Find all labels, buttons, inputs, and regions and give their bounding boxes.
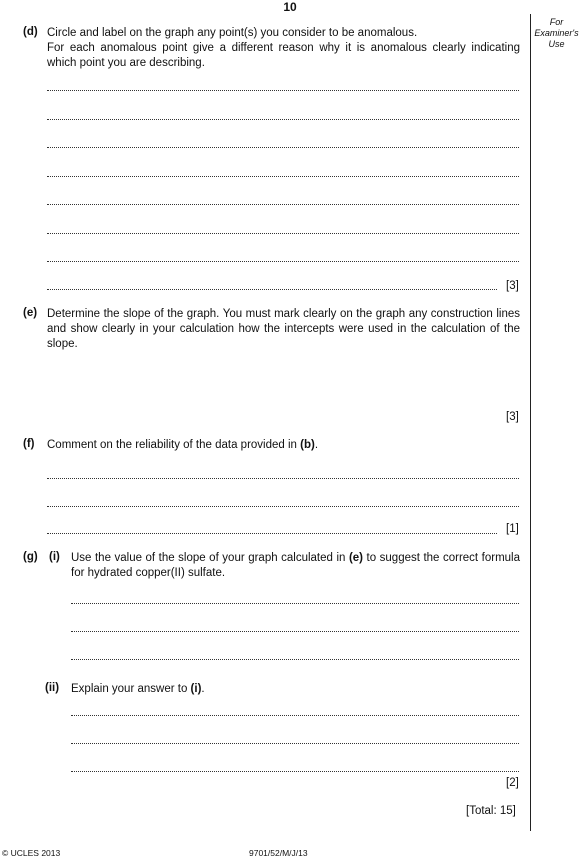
question-g-ii-ref: (i): [190, 683, 202, 695]
question-g-i-prompt: Use the value of the slope of your graph calculated in: [71, 552, 349, 564]
question-g-i-text: [71, 551, 520, 581]
question-f-prompt: Comment on the reliability of the data provided in: [47, 439, 301, 451]
examiner-note-line: Examiner's: [534, 28, 579, 38]
answer-line[interactable]: [71, 769, 519, 772]
answer-line[interactable]: [71, 741, 519, 744]
question-d-text: [47, 26, 520, 71]
answer-line[interactable]: [47, 145, 519, 148]
answer-line[interactable]: [71, 657, 519, 660]
question-g-label: (g): [23, 551, 38, 563]
footer-paper-code: 9701/52/M/J/13: [249, 848, 308, 858]
answer-line[interactable]: [47, 476, 519, 479]
question-g-ii-text: [71, 682, 520, 697]
answer-line[interactable]: [47, 117, 519, 120]
question-g-i-ref: (e): [348, 552, 363, 564]
question-g-ii-prompt: Explain your answer to: [71, 683, 191, 695]
answer-line[interactable]: [47, 174, 519, 177]
question-g-ii-label: (ii): [45, 682, 60, 694]
mark-allocation: [3]: [506, 411, 519, 423]
examiner-note-line: Use: [548, 39, 565, 49]
question-f-text: [47, 438, 520, 453]
question-d-line1: Circle and label on the graph any point(s) you consider to be anomalous.: [47, 27, 418, 39]
answer-line[interactable]: [47, 287, 497, 290]
answer-line[interactable]: [71, 713, 519, 716]
margin-rule: [530, 14, 531, 831]
answer-line[interactable]: [47, 259, 519, 262]
answer-line[interactable]: [71, 629, 519, 632]
answer-line[interactable]: [47, 504, 519, 507]
mark-allocation: [3]: [506, 280, 519, 292]
examiner-use-note: [533, 17, 580, 50]
question-f-label: (f): [23, 438, 35, 450]
question-f-end: .: [314, 439, 319, 451]
question-g-ii-end: .: [201, 683, 205, 695]
footer-copyright: © UCLES 2013: [2, 848, 61, 858]
answer-line[interactable]: [47, 88, 519, 91]
question-e-label: (e): [23, 307, 38, 319]
answer-line[interactable]: [47, 231, 519, 234]
question-g-i-label: (i): [49, 551, 60, 563]
answer-line[interactable]: [71, 601, 519, 604]
question-g-i-end: to suggest the correct formula for hydrated copper(II) sulfate.: [71, 552, 520, 579]
question-d-label: (d): [23, 26, 38, 38]
question-e-text: Determine the slope of the graph. You must mark clearly on the graph any construction lines and show clearly in your calculation how the intercepts were used in the calculation of the slope.: [47, 308, 520, 350]
question-d-line2: For each anomalous point give a different reason why it is anomalous clearly indicating which point you are describing.: [47, 42, 520, 69]
question-f-ref: (b): [300, 439, 315, 451]
mark-allocation: [2]: [506, 777, 519, 789]
page-number: 10: [283, 0, 297, 14]
mark-allocation: [1]: [506, 523, 519, 535]
answer-line[interactable]: [47, 202, 519, 205]
examiner-note-line: For: [549, 17, 564, 27]
total-marks: [Total: 15]: [466, 805, 516, 817]
answer-line[interactable]: [47, 531, 497, 534]
